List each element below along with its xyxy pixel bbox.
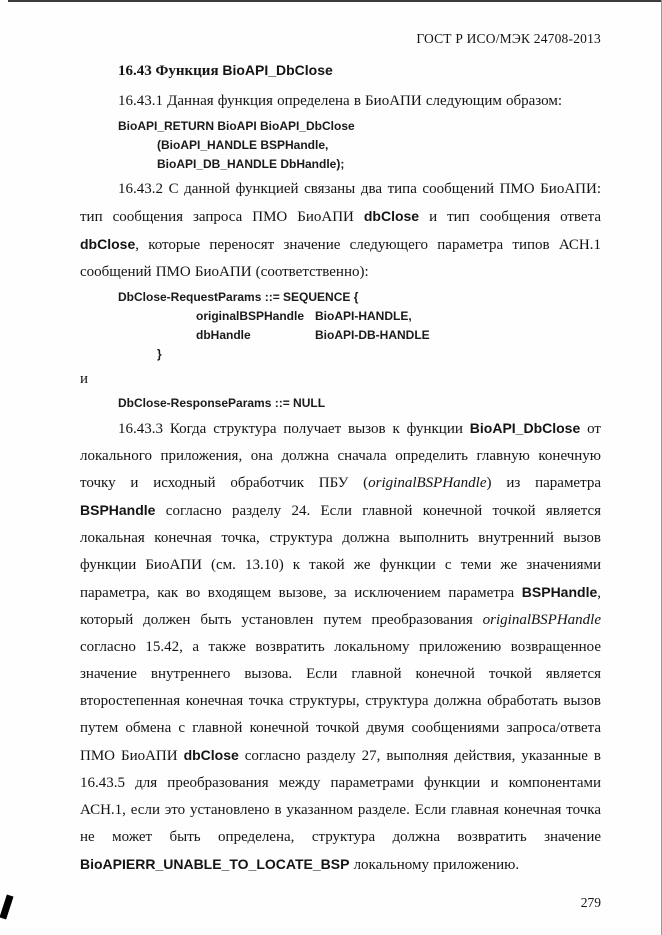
text-segment: originalBSPHandle bbox=[368, 475, 487, 491]
connector-text: и bbox=[80, 371, 89, 387]
code-text: originalBSPHandle bbox=[196, 309, 305, 323]
code-text: BioAPI-DB-HANDLE bbox=[315, 328, 430, 342]
code-line bbox=[118, 326, 601, 345]
text-segment: dbClose bbox=[363, 208, 420, 224]
code-line bbox=[118, 345, 601, 364]
section-heading bbox=[118, 59, 601, 82]
code-text: DbClose-ResponseParams ::= NULL bbox=[118, 396, 326, 410]
text-segment: BioAPI_DbClose bbox=[469, 420, 581, 436]
code-block-response-params bbox=[118, 394, 601, 413]
text-segment: BSPHandle bbox=[521, 584, 598, 600]
code-text: (BioAPI_HANDLE BSPHandle, bbox=[157, 138, 329, 152]
code-text: } bbox=[157, 347, 162, 361]
text-segment: согласно разделу 27, выполняя действия, указанные в 16.43.5 для преобразования между параметрами функции и компонентами АСН.1, если это установлено в указанном разделе. Если главная конечная точка не может быть определена, структура должна возвратить значение bbox=[80, 748, 601, 845]
text-segment: dbClose bbox=[183, 747, 239, 763]
code-text: dbHandle bbox=[196, 328, 251, 342]
text-segment: 16.43.2 С данной функцией связаны два типа сообщений ПМО БиоАПИ: тип сообщения запроса ПМО БиоАПИ bbox=[80, 181, 601, 225]
code-line bbox=[118, 307, 601, 326]
text-segment: BioAPI_DbClose bbox=[222, 62, 333, 78]
text-segment: 16.43.1 Данная функция определена в БиоАПИ следующим образом: bbox=[118, 93, 563, 109]
page-number: 279 bbox=[580, 895, 601, 910]
text-segment: от локального приложения, она должна сначала определить главную конечную точку и исходный обработчик ПБУ ( bbox=[80, 421, 601, 491]
running-header: ГОСТ Р ИСО/МЭК 24708-2013 bbox=[416, 31, 601, 46]
code-text: BioAPI_RETURN BioAPI BioAPI_DbClose bbox=[118, 119, 355, 133]
code-block-request-params bbox=[118, 288, 601, 364]
code-line bbox=[118, 394, 601, 413]
code-text: BioAPI-HANDLE, bbox=[315, 309, 412, 323]
text-segment: dbClose bbox=[80, 236, 136, 252]
text-segment: originalBSPHandle bbox=[482, 612, 601, 628]
scan-artifact-corner-mark bbox=[0, 895, 14, 920]
paragraph-16-43-1 bbox=[80, 88, 601, 115]
code-text: BioAPI_DB_HANDLE DbHandle); bbox=[157, 157, 345, 171]
text-segment: ) из параметра bbox=[486, 475, 601, 491]
code-block-function-signature bbox=[118, 117, 601, 174]
text-segment: , которые переносят значение следующего параметра типов АСН.1 сообщений ПМО БиоАПИ (соответственно): bbox=[80, 237, 601, 280]
text-segment: BSPHandle bbox=[80, 502, 156, 518]
text-segment: согласно разделу 24. Если главной конечной точкой является локальная конечная точка, структура должна выполнить внутренний вызов функции БиоАПИ (см. 13.10) к такой же функции с теми же значениями параметра, как во входящем вызове, за исключением параметра bbox=[80, 503, 601, 601]
paragraph-16-43-2 bbox=[80, 176, 601, 286]
text-segment: 16.43 Функция bbox=[118, 63, 223, 79]
text-segment: , который должен быть установлен путем преобразования bbox=[80, 585, 601, 628]
text-segment: локальному приложению. bbox=[349, 857, 520, 873]
code-text: DbClose-RequestParams ::= SEQUENCE { bbox=[118, 290, 359, 304]
text-segment: и тип сообщения ответа bbox=[419, 209, 601, 225]
text-segment: BioAPIERR_UNABLE_TO_LOCATE_BSP bbox=[80, 856, 350, 872]
code-line bbox=[118, 136, 601, 155]
text-segment: 16.43.3 Когда структура получает вызов к функции bbox=[118, 421, 470, 437]
paragraph-16-43-3 bbox=[80, 415, 601, 879]
code-line bbox=[118, 288, 601, 307]
code-line bbox=[118, 117, 601, 136]
code-line bbox=[118, 155, 601, 174]
scan-artifact-top-edge bbox=[8, 0, 662, 2]
text-segment: согласно 15.42, а также возвратить локальному приложению возвращенное значение внутреннего вызова. Если главной конечной точкой является второстепенная конечная точка структуры, структура должна обработать вызов путем обмена с главной конечной точкой двумя сообщениями запроса/ответа ПМО БиоАПИ bbox=[80, 639, 601, 764]
